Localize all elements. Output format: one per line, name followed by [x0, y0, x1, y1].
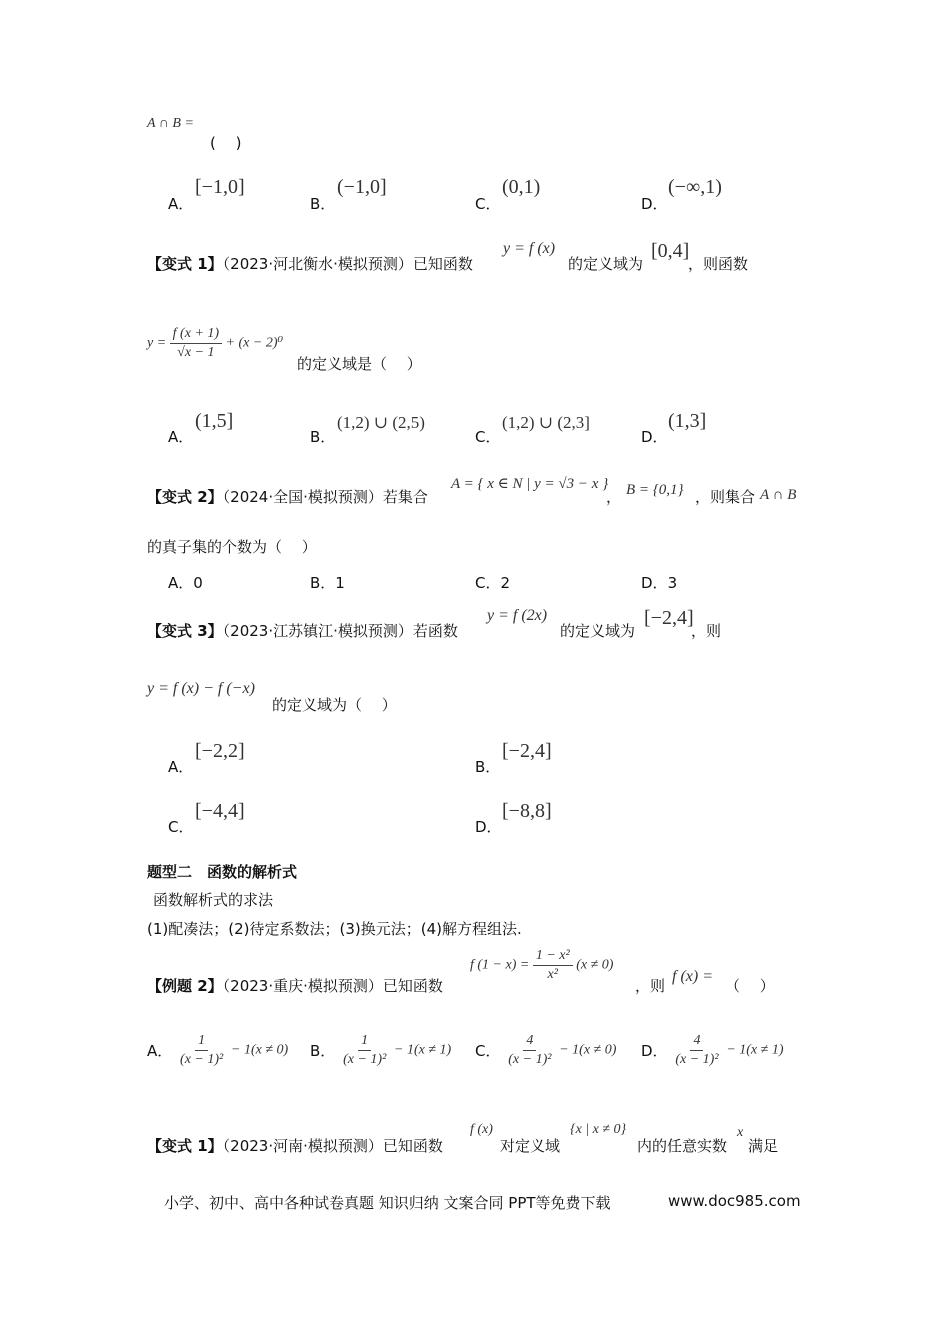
option-label: D． — [641, 195, 668, 213]
answer-paren: （ ） — [725, 977, 775, 995]
option-value: [−8,8] — [502, 800, 552, 822]
option-label: C． — [475, 195, 501, 213]
fraction-numerator: 1 − x² — [533, 948, 573, 966]
variant-1-line — [147, 253, 473, 274]
option-b: B．1 — [310, 574, 345, 592]
example-2-line — [147, 975, 443, 996]
fraction-numerator: f (x + 1) — [170, 326, 222, 344]
text-segment: 的定义域为 — [560, 622, 636, 640]
function-expression: y = f (2x) — [487, 607, 548, 624]
variant-3-line — [147, 620, 458, 641]
section-title: 题型二 函数的解析式 — [147, 863, 298, 881]
set-a-expression: A = { x ∈ N | y = √3 − x } — [451, 476, 609, 492]
function-definition — [147, 326, 283, 361]
variant-tag: 【变式 1】 — [147, 1137, 223, 1155]
option-label: A． — [168, 758, 194, 776]
variant-2-line — [147, 486, 428, 507]
option-value: (1,3] — [668, 410, 707, 432]
answer-paren: ( ) — [210, 134, 242, 152]
section-methods: (1)配凑法；(2)待定系数法；(3)换元法；(4)解方程组法. — [147, 920, 522, 938]
question-text: 的定义域是（ ） — [297, 355, 422, 373]
domain-interval: [−2,4] — [644, 607, 694, 629]
text-segment: 对定义域 — [500, 1137, 561, 1155]
variant-source: （2024·全国·模拟预测）若集合 — [222, 488, 428, 506]
option-label: B． — [310, 428, 336, 446]
option-value: (−∞,1) — [668, 176, 722, 198]
variant-tag: 【变式 3】 — [147, 622, 223, 640]
text-segment: ，则 — [635, 977, 666, 995]
option-value: (0,1) — [502, 176, 541, 198]
function-expression: y = f (x) — [503, 240, 556, 257]
option-c: C．2 — [475, 574, 511, 592]
expression-rest: + (x − 2)⁰ — [225, 335, 284, 351]
option-label: C． — [475, 428, 501, 446]
variant-source: （2023·河北衡水·模拟预测）已知函数 — [222, 255, 473, 273]
fraction — [533, 948, 573, 983]
variable: x — [737, 1125, 744, 1140]
option-label: B． — [475, 758, 501, 776]
text-segment: 内的任意实数 — [637, 1137, 728, 1155]
fraction-denominator: √x − 1 — [177, 345, 215, 360]
equation-lhs: y = — [147, 335, 167, 351]
option-value: (−1,0] — [337, 176, 387, 198]
option-label: B． — [310, 195, 336, 213]
text-segment: ， — [606, 488, 622, 506]
question-text: 的定义域为（ ） — [272, 696, 397, 714]
fraction — [170, 326, 222, 361]
function-expression: f (x) = — [672, 968, 713, 985]
option-value: [−2,2] — [195, 740, 245, 762]
option-b: B． $\frac{1}{\text{(x − 1)²}}$ − 1(x ≠ 1) — [310, 1033, 452, 1067]
option-d: D． $\frac{4}{\text{(x − 1)²}}$ − 1(x ≠ 1) — [641, 1033, 784, 1067]
function-expression: f (x) — [470, 1122, 493, 1137]
condition: (x ≠ 0) — [576, 957, 614, 973]
option-value: (1,2) ∪ (2,3] — [502, 413, 590, 432]
set-b-expression: B = {0,1} — [626, 482, 684, 498]
option-label: A． — [168, 195, 194, 213]
fraction-denominator: x² — [547, 967, 558, 982]
option-c: C． $\frac{4}{\text{(x − 1)²}}$ − 1(x ≠ 0) — [475, 1033, 617, 1067]
text-segment: 的定义域为 — [568, 255, 644, 273]
option-d: D．3 — [641, 574, 678, 592]
option-label: D． — [641, 428, 668, 446]
domain-interval: [0,4] — [651, 240, 690, 262]
footer-url[interactable]: www.doc985.com — [668, 1192, 801, 1210]
option-value: (1,5] — [195, 410, 234, 432]
text-segment: ，则集合 — [695, 488, 756, 506]
function-expression: y = f (x) − f (−x) — [147, 680, 255, 697]
function-definition — [470, 948, 613, 983]
section-subtitle: 函数解析式的求法 — [153, 891, 274, 909]
footer-text: 小学、初中、高中各种试卷真题 知识归纳 文案合同 PPT等免费下载 — [164, 1194, 611, 1212]
variant-tag: 【变式 2】 — [147, 488, 223, 506]
option-value: [−2,4] — [502, 740, 552, 762]
example-source: （2023·重庆·模拟预测）已知函数 — [222, 977, 443, 995]
option-value: [−1,0] — [195, 176, 245, 198]
option-label: D． — [475, 818, 502, 836]
example-tag: 【例题 2】 — [147, 977, 223, 995]
option-a: A．0 — [168, 574, 203, 592]
option-a: A． $\frac{1}{\text{(x − 1)²}}$ − 1(x ≠ 0) — [147, 1033, 289, 1067]
variant-source: （2023·河南·模拟预测）已知函数 — [222, 1137, 443, 1155]
text-segment: ，则函数 — [688, 255, 749, 273]
text-segment: ，则 — [691, 622, 722, 640]
equation-lhs: f (1 − x) = — [470, 957, 530, 973]
question-text: 的真子集的个数为（ ） — [147, 538, 317, 556]
option-value: (1,2) ∪ (2,5) — [337, 413, 425, 432]
option-label: A． — [168, 428, 194, 446]
option-label: C． — [168, 818, 194, 836]
intersection-expression: A ∩ B = — [147, 116, 194, 131]
variant-source: （2023·江苏镇江·模拟预测）若函数 — [222, 622, 458, 640]
variant-1b-line — [147, 1135, 443, 1156]
variant-tag: 【变式 1】 — [147, 255, 223, 273]
option-value: [−4,4] — [195, 800, 245, 822]
intersection-expression: A ∩ B — [760, 487, 797, 503]
set-expression: {x | x ≠ 0} — [570, 1122, 627, 1137]
text-segment: 满足 — [748, 1137, 779, 1155]
